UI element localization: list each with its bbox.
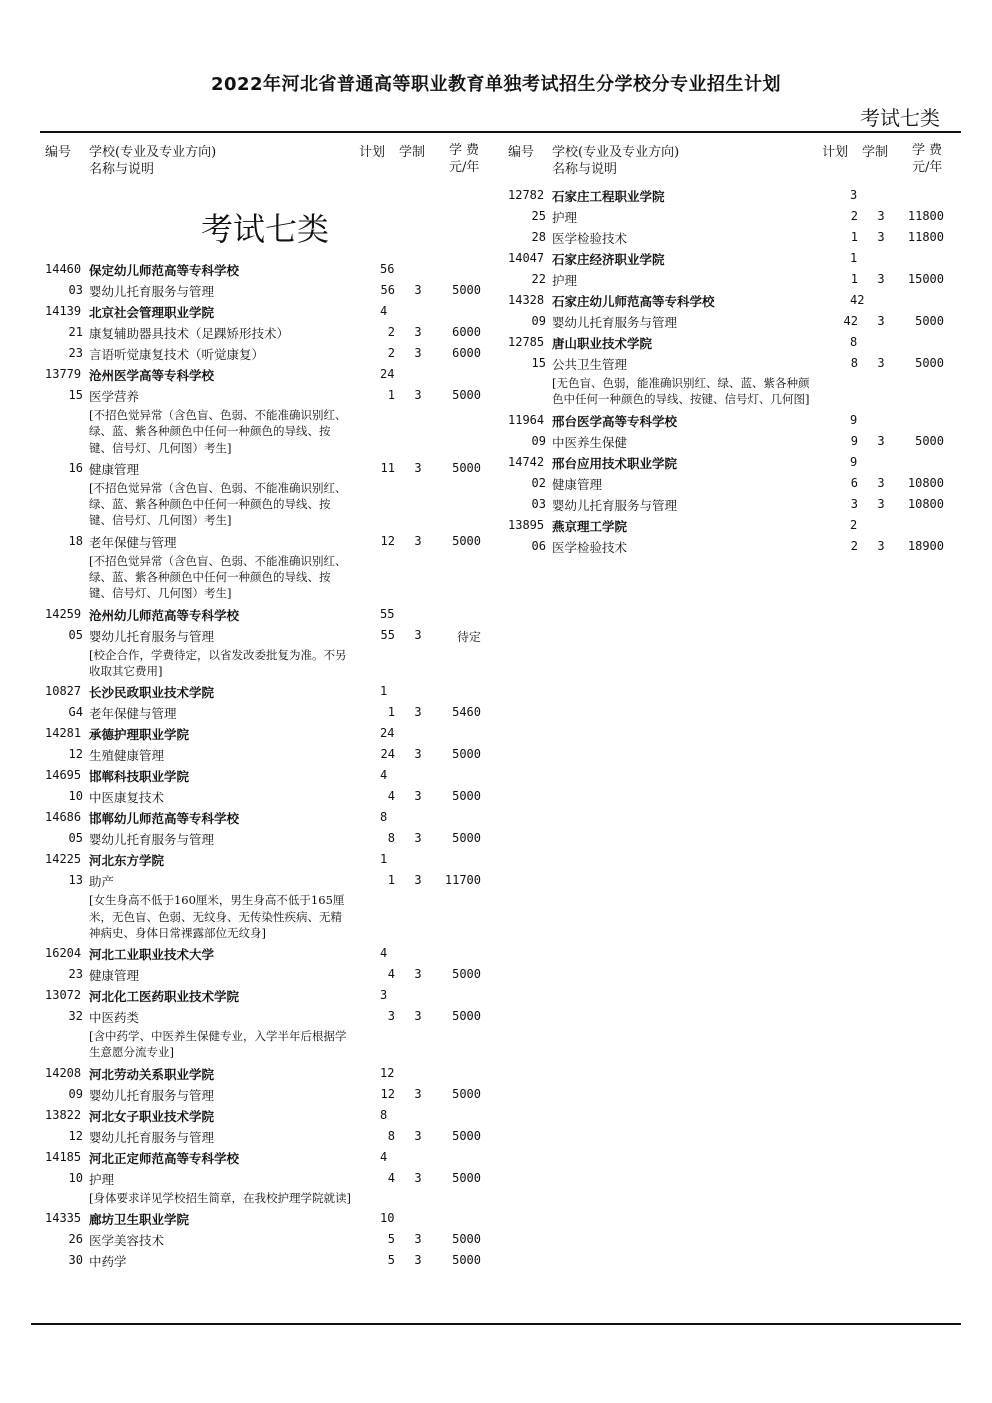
major-code: 16 bbox=[68, 460, 83, 475]
major-row bbox=[45, 1169, 495, 1190]
school-plan: 4 bbox=[380, 304, 388, 318]
major-row bbox=[508, 495, 958, 516]
major-code: 03 bbox=[531, 496, 546, 511]
major-code: 12 bbox=[68, 1128, 83, 1143]
major-duration: 3 bbox=[414, 873, 422, 888]
major-plan: 5 bbox=[387, 1253, 395, 1268]
major-row bbox=[45, 787, 495, 808]
major-code: 02 bbox=[531, 475, 546, 490]
major-plan: 2 bbox=[850, 209, 858, 223]
major-plan: 12 bbox=[380, 533, 395, 548]
major-plan: 4 bbox=[387, 789, 395, 804]
category-heading: 考试七类 bbox=[200, 210, 329, 248]
major-duration: 3 bbox=[414, 388, 422, 402]
major-plan: 42 bbox=[843, 314, 858, 328]
major-name: 中药学 bbox=[89, 1254, 127, 1270]
major-duration: 3 bbox=[877, 230, 885, 244]
major-name: 助产 bbox=[89, 874, 115, 890]
school-name: 沧州医学高等专科学校 bbox=[89, 368, 215, 383]
school-plan: 3 bbox=[850, 188, 858, 202]
major-row bbox=[45, 532, 495, 553]
school-code: 14185 bbox=[45, 1149, 82, 1164]
major-plan: 1 bbox=[387, 705, 395, 720]
school-plan: 1 bbox=[380, 852, 388, 867]
major-name: 婴幼儿托育服务与管理 bbox=[89, 628, 215, 644]
major-plan: 3 bbox=[850, 496, 858, 511]
major-code: 18 bbox=[68, 533, 83, 548]
school-plan: 4 bbox=[380, 768, 388, 783]
major-row bbox=[508, 312, 958, 333]
school-code: 10827 bbox=[45, 684, 82, 699]
major-duration: 3 bbox=[414, 533, 422, 548]
major-name: 老年保健与管理 bbox=[89, 706, 177, 722]
major-plan: 3 bbox=[387, 1009, 395, 1024]
left-rows bbox=[45, 260, 495, 1272]
school-row bbox=[45, 260, 495, 281]
major-name: 公共卫生管理 bbox=[552, 357, 628, 372]
header-duration: 学制 bbox=[862, 145, 889, 160]
document-title: 2022年河北省普通高等职业教育单独考试招生分学校分专业招生计划 bbox=[210, 74, 782, 95]
school-plan: 12 bbox=[380, 1065, 395, 1080]
school-name: 保定幼儿师范高等专科学校 bbox=[89, 263, 240, 278]
major-fee: 5000 bbox=[452, 1232, 481, 1247]
major-plan: 24 bbox=[380, 747, 395, 762]
school-code: 14695 bbox=[45, 768, 82, 783]
major-code: 05 bbox=[68, 831, 83, 846]
school-name: 石家庄经济职业学院 bbox=[552, 252, 665, 267]
header-fee: 学费 bbox=[912, 143, 947, 158]
school-plan: 24 bbox=[380, 367, 395, 381]
school-code: 14225 bbox=[45, 852, 82, 867]
header-plan: 计划 bbox=[359, 145, 386, 160]
major-row bbox=[508, 537, 958, 558]
major-fee: 5000 bbox=[915, 314, 944, 328]
major-name: 婴幼儿托育服务与管理 bbox=[89, 1087, 215, 1103]
school-row bbox=[508, 516, 958, 537]
major-row bbox=[45, 386, 495, 407]
major-code: 32 bbox=[68, 1009, 83, 1024]
school-name: 廊坊卫生职业学院 bbox=[89, 1212, 190, 1228]
major-row bbox=[45, 344, 495, 365]
major-fee: 5000 bbox=[452, 533, 481, 548]
school-plan: 1 bbox=[380, 684, 388, 699]
major-row bbox=[45, 323, 495, 344]
major-duration: 3 bbox=[877, 356, 885, 370]
top-rule bbox=[40, 131, 961, 133]
major-name: 言语听觉康复技术（听觉康复） bbox=[89, 347, 265, 362]
school-name: 邢台医学高等专科学校 bbox=[552, 413, 678, 429]
major-row bbox=[508, 207, 958, 228]
bottom-rule bbox=[31, 1323, 961, 1325]
major-name: 婴幼儿托育服务与管理 bbox=[552, 497, 678, 513]
major-plan: 8 bbox=[850, 356, 858, 370]
major-code: 26 bbox=[68, 1232, 83, 1247]
school-name: 河北正定师范高等专科学校 bbox=[89, 1150, 240, 1166]
major-code: 03 bbox=[68, 283, 83, 297]
major-duration: 3 bbox=[414, 627, 422, 642]
school-name: 石家庄幼儿师范高等专科学校 bbox=[552, 294, 715, 309]
major-name: 中医养生保健 bbox=[552, 434, 628, 450]
school-plan: 4 bbox=[380, 946, 388, 961]
school-code: 14139 bbox=[45, 304, 82, 318]
major-fee: 6000 bbox=[452, 346, 481, 360]
school-name: 邢台应用技术职业学院 bbox=[552, 455, 678, 471]
school-plan: 24 bbox=[380, 726, 395, 741]
school-code: 14460 bbox=[45, 262, 82, 276]
school-plan: 3 bbox=[380, 988, 388, 1003]
header-fee-unit: 元/年 bbox=[449, 160, 480, 175]
major-plan: 8 bbox=[387, 831, 395, 846]
major-name: 健康管理 bbox=[89, 461, 140, 477]
major-code: 25 bbox=[531, 209, 546, 223]
major-row bbox=[45, 1085, 495, 1106]
major-row bbox=[45, 459, 495, 480]
major-fee: 5000 bbox=[452, 388, 481, 402]
school-plan: 8 bbox=[380, 810, 388, 825]
major-duration: 3 bbox=[414, 1009, 422, 1024]
school-code: 14208 bbox=[45, 1065, 82, 1080]
major-name: 婴幼儿托育服务与管理 bbox=[89, 1129, 215, 1145]
major-fee: 10800 bbox=[907, 475, 944, 490]
major-duration: 3 bbox=[414, 789, 422, 804]
major-duration: 3 bbox=[877, 314, 885, 328]
major-code: 30 bbox=[68, 1253, 83, 1268]
school-row bbox=[45, 1148, 495, 1169]
major-code: 05 bbox=[68, 627, 83, 642]
major-fee: 5000 bbox=[452, 1170, 481, 1185]
left-column bbox=[45, 142, 495, 1272]
major-code: 15 bbox=[68, 388, 83, 402]
major-duration: 3 bbox=[877, 272, 885, 286]
major-code: 28 bbox=[531, 230, 546, 244]
major-duration: 3 bbox=[414, 1232, 422, 1247]
major-code: 23 bbox=[68, 346, 83, 360]
major-plan: 2 bbox=[387, 346, 395, 360]
school-row bbox=[508, 453, 958, 474]
major-row bbox=[45, 745, 495, 766]
major-code: 23 bbox=[68, 967, 83, 982]
major-duration: 3 bbox=[877, 209, 885, 223]
major-plan: 1 bbox=[850, 230, 858, 244]
school-plan: 8 bbox=[850, 335, 858, 349]
major-code: 06 bbox=[531, 538, 546, 553]
major-plan: 2 bbox=[387, 325, 395, 339]
major-note: [含中药学、中医养生保健专业，入学半年后根据学生意愿分流专业] bbox=[89, 1029, 347, 1060]
school-row bbox=[45, 808, 495, 829]
major-row bbox=[45, 281, 495, 302]
school-name: 河北工业职业技术大学 bbox=[89, 947, 215, 963]
major-code: 15 bbox=[531, 356, 546, 370]
school-row bbox=[45, 850, 495, 871]
major-plan: 6 bbox=[850, 475, 858, 490]
major-row bbox=[508, 432, 958, 453]
major-fee: 11800 bbox=[907, 230, 944, 244]
major-row bbox=[45, 1230, 495, 1251]
major-plan: 1 bbox=[387, 388, 395, 402]
school-row bbox=[508, 249, 958, 270]
major-name: 中医药类 bbox=[89, 1010, 140, 1026]
major-row bbox=[45, 871, 495, 892]
major-plan: 55 bbox=[380, 627, 395, 642]
major-code: 21 bbox=[68, 325, 83, 339]
school-code: 12785 bbox=[508, 335, 545, 349]
major-fee: 6000 bbox=[452, 325, 481, 339]
major-note: [不招色觉异常（含色盲、色弱、不能准确识别红、绿、蓝、紫各种颜色中任何一种颜色的导线、按键、信号灯、几何图）考生] bbox=[89, 408, 347, 455]
major-row bbox=[508, 354, 958, 375]
major-duration: 3 bbox=[414, 967, 422, 982]
school-code: 13822 bbox=[45, 1107, 82, 1122]
major-duration: 3 bbox=[414, 747, 422, 762]
major-name: 婴幼儿托育服务与管理 bbox=[552, 315, 678, 330]
school-row bbox=[508, 291, 958, 312]
major-name: 生殖健康管理 bbox=[89, 748, 165, 764]
major-plan: 12 bbox=[380, 1086, 395, 1101]
major-duration: 3 bbox=[877, 475, 885, 490]
school-code: 14259 bbox=[45, 606, 82, 621]
major-note: [不招色觉异常（含色盲、色弱、不能准确识别红、绿、蓝、紫各种颜色中任何一种颜色的导线、按键、信号灯、几何图）考生] bbox=[89, 553, 347, 601]
school-code: 14742 bbox=[508, 454, 545, 469]
school-plan: 42 bbox=[850, 293, 865, 307]
major-row bbox=[45, 626, 495, 647]
school-row bbox=[45, 302, 495, 323]
school-row bbox=[45, 766, 495, 787]
major-code: G4 bbox=[68, 705, 83, 720]
major-plan: 5 bbox=[387, 1232, 395, 1247]
school-row bbox=[508, 333, 958, 354]
major-duration: 3 bbox=[414, 346, 422, 360]
major-name: 医学检验技术 bbox=[552, 539, 628, 555]
school-plan: 1 bbox=[850, 251, 858, 265]
major-name: 医学营养 bbox=[89, 389, 140, 404]
major-code: 10 bbox=[68, 789, 83, 804]
school-name: 石家庄工程职业学院 bbox=[552, 189, 665, 204]
school-name: 沧州幼儿师范高等专科学校 bbox=[89, 607, 240, 623]
major-duration: 3 bbox=[414, 831, 422, 846]
school-code: 13895 bbox=[508, 517, 545, 532]
major-duration: 3 bbox=[877, 538, 885, 553]
major-fee: 5000 bbox=[915, 433, 944, 448]
major-fee: 5000 bbox=[452, 1253, 481, 1268]
school-name: 唐山职业技术学院 bbox=[552, 336, 653, 351]
major-name: 健康管理 bbox=[552, 476, 603, 492]
major-duration: 3 bbox=[877, 496, 885, 511]
header-fee-unit: 元/年 bbox=[912, 160, 943, 175]
school-row bbox=[45, 986, 495, 1007]
header-name: 学校(专业及专业方向) bbox=[89, 145, 217, 160]
school-code: 14686 bbox=[45, 810, 82, 825]
right-column-header bbox=[508, 142, 958, 186]
major-duration: 3 bbox=[414, 1128, 422, 1143]
school-row bbox=[45, 682, 495, 703]
major-name: 护理 bbox=[552, 273, 578, 288]
major-name: 中医康复技术 bbox=[89, 790, 165, 806]
major-duration: 3 bbox=[877, 433, 885, 448]
major-fee: 5000 bbox=[452, 1009, 481, 1024]
major-duration: 3 bbox=[414, 705, 422, 720]
major-fee: 待定 bbox=[456, 629, 481, 644]
major-fee: 5000 bbox=[452, 967, 481, 982]
major-fee: 5000 bbox=[452, 1128, 481, 1143]
major-note: [不招色觉异常（含色盲、色弱、不能准确识别红、绿、蓝、紫各种颜色中任何一种颜色的导线、按键、信号灯、几何图）考生] bbox=[89, 480, 347, 528]
major-name: 健康管理 bbox=[89, 968, 140, 984]
school-name: 燕京理工学院 bbox=[552, 518, 628, 534]
major-duration: 3 bbox=[414, 283, 422, 297]
major-plan: 56 bbox=[380, 283, 395, 297]
major-name: 婴幼儿托育服务与管理 bbox=[89, 284, 215, 299]
header-name: 学校(专业及专业方向) bbox=[552, 145, 680, 160]
major-fee: 5000 bbox=[452, 1086, 481, 1101]
major-fee: 5460 bbox=[452, 705, 481, 720]
school-row bbox=[508, 186, 958, 207]
major-row bbox=[45, 1127, 495, 1148]
major-note: [无色盲、色弱，能准确识别红、绿、蓝、紫各种颜色中任何一种颜色的导线、按键、信号灯、几何图] bbox=[552, 376, 810, 407]
major-row bbox=[45, 1007, 495, 1028]
school-plan: 9 bbox=[850, 454, 858, 469]
school-code: 14335 bbox=[45, 1211, 82, 1226]
school-plan: 56 bbox=[380, 262, 395, 276]
school-name: 河北东方学院 bbox=[89, 853, 165, 869]
major-row bbox=[45, 965, 495, 986]
school-row bbox=[45, 1209, 495, 1230]
header-fee: 学费 bbox=[449, 143, 484, 158]
major-name: 医学美容技术 bbox=[89, 1233, 165, 1249]
major-name: 老年保健与管理 bbox=[89, 534, 177, 550]
major-fee: 5000 bbox=[452, 831, 481, 846]
major-code: 12 bbox=[68, 747, 83, 762]
major-code: 22 bbox=[531, 272, 546, 286]
school-name: 长沙民政职业技术学院 bbox=[89, 685, 215, 701]
school-code: 11964 bbox=[508, 412, 545, 427]
header-name-desc: 名称与说明 bbox=[552, 162, 618, 177]
school-name: 河北女子职业技术学院 bbox=[89, 1108, 215, 1124]
major-fee: 5000 bbox=[452, 747, 481, 762]
category-tag: 考试七类 bbox=[860, 106, 940, 130]
major-plan: 2 bbox=[850, 538, 858, 553]
school-code: 13072 bbox=[45, 988, 82, 1003]
school-row bbox=[45, 1106, 495, 1127]
school-plan: 2 bbox=[850, 517, 858, 532]
major-plan: 8 bbox=[387, 1128, 395, 1143]
left-column-header bbox=[45, 142, 495, 186]
major-note: [女生身高不低于160厘米，男生身高不低于165厘米，无色盲、色弱、无纹身、无传染性疾病、无精神病史、身体日常裸露部位无纹身] bbox=[89, 893, 345, 940]
school-code: 13779 bbox=[45, 367, 82, 381]
header-plan: 计划 bbox=[822, 145, 849, 160]
school-code: 14281 bbox=[45, 726, 82, 741]
major-code: 09 bbox=[531, 433, 546, 448]
major-fee: 11800 bbox=[907, 209, 944, 223]
major-note: [校企合作，学费待定，以省发改委批复为准。不另收取其它费用] bbox=[89, 647, 347, 678]
major-plan: 4 bbox=[387, 1170, 395, 1185]
header-code: 编号 bbox=[45, 145, 72, 160]
major-plan: 9 bbox=[850, 433, 858, 448]
school-code: 12782 bbox=[508, 188, 545, 202]
major-code: 09 bbox=[68, 1086, 83, 1101]
school-row bbox=[45, 365, 495, 386]
school-row bbox=[45, 605, 495, 626]
right-column bbox=[508, 142, 958, 558]
school-name: 河北化工医药职业技术学院 bbox=[89, 989, 240, 1005]
major-fee: 5000 bbox=[915, 356, 944, 370]
major-fee: 11700 bbox=[444, 873, 481, 888]
major-row bbox=[45, 703, 495, 724]
school-name: 承德护理职业学院 bbox=[89, 727, 190, 743]
school-row bbox=[508, 411, 958, 432]
school-plan: 10 bbox=[380, 1211, 395, 1226]
major-duration: 3 bbox=[414, 1086, 422, 1101]
major-row bbox=[508, 228, 958, 249]
major-fee: 5000 bbox=[452, 460, 481, 475]
school-code: 16204 bbox=[45, 946, 82, 961]
major-duration: 3 bbox=[414, 1253, 422, 1268]
major-note: [身体要求详见学校招生简章，在我校护理学院就读] bbox=[89, 1190, 351, 1205]
major-duration: 3 bbox=[414, 1170, 422, 1185]
major-code: 09 bbox=[531, 314, 546, 328]
header-name-desc: 名称与说明 bbox=[89, 162, 155, 177]
school-name: 邯郸科技职业学院 bbox=[89, 769, 190, 785]
header-code: 编号 bbox=[508, 145, 535, 160]
major-plan: 1 bbox=[850, 272, 858, 286]
major-name: 护理 bbox=[552, 210, 578, 225]
major-fee: 10800 bbox=[907, 496, 944, 511]
school-name: 邯郸幼儿师范高等专科学校 bbox=[89, 811, 240, 827]
school-row bbox=[45, 1064, 495, 1085]
school-plan: 55 bbox=[380, 606, 395, 621]
school-plan: 4 bbox=[380, 1149, 388, 1164]
school-name: 河北劳动关系职业学院 bbox=[89, 1066, 215, 1082]
major-row bbox=[45, 1251, 495, 1272]
major-code: 10 bbox=[68, 1170, 83, 1185]
school-name: 北京社会管理职业学院 bbox=[89, 305, 215, 320]
major-plan: 11 bbox=[380, 460, 395, 475]
major-row bbox=[508, 270, 958, 291]
school-row bbox=[45, 944, 495, 965]
major-name: 医学检验技术 bbox=[552, 231, 628, 246]
school-row bbox=[45, 724, 495, 745]
major-fee: 5000 bbox=[452, 789, 481, 804]
major-duration: 3 bbox=[414, 460, 422, 475]
major-name: 护理 bbox=[89, 1171, 115, 1187]
major-fee: 5000 bbox=[452, 283, 481, 297]
major-code: 13 bbox=[68, 873, 83, 888]
school-code: 14328 bbox=[508, 293, 545, 307]
right-rows bbox=[508, 186, 958, 558]
major-row bbox=[508, 474, 958, 495]
major-duration: 3 bbox=[414, 325, 422, 339]
major-fee: 18900 bbox=[907, 538, 944, 553]
major-plan: 1 bbox=[387, 873, 395, 888]
major-name: 康复辅助器具技术（足踝矫形技术） bbox=[89, 326, 290, 341]
major-fee: 15000 bbox=[907, 272, 944, 286]
school-code: 14047 bbox=[508, 251, 545, 265]
major-name: 婴幼儿托育服务与管理 bbox=[89, 832, 215, 848]
school-plan: 9 bbox=[850, 412, 858, 427]
school-plan: 8 bbox=[380, 1107, 388, 1122]
major-plan: 4 bbox=[387, 967, 395, 982]
header-duration: 学制 bbox=[399, 145, 426, 160]
major-row bbox=[45, 829, 495, 850]
